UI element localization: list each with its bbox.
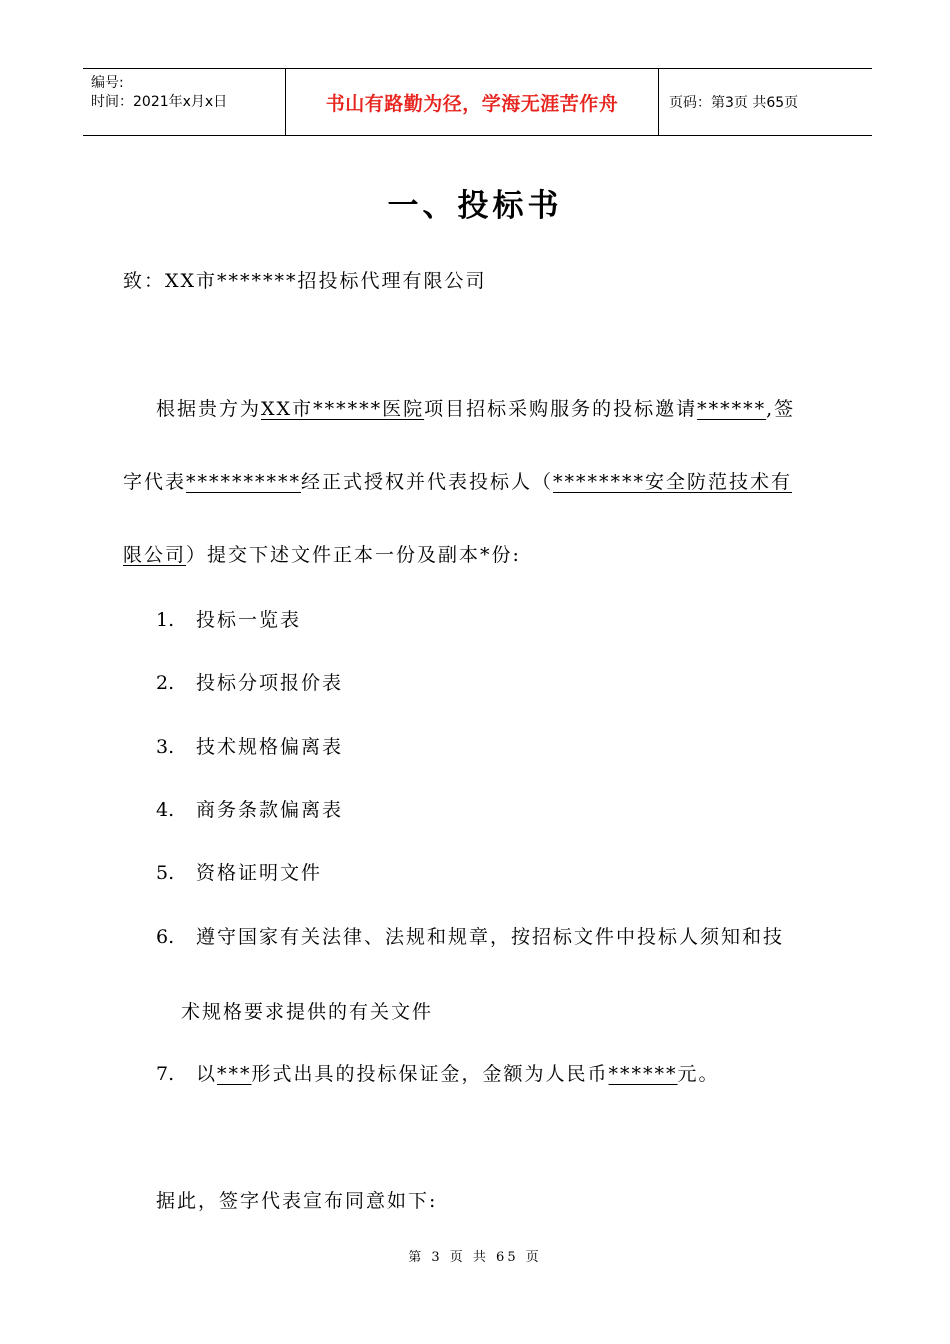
serial-number-label: 编号:	[91, 75, 124, 91]
header-page-info: 页码：第3页 共65页	[669, 95, 799, 111]
intro-line-3	[123, 540, 521, 567]
list-item: 3. 技术规格偏离表	[156, 736, 344, 758]
intro-text: 字代表	[123, 471, 187, 493]
page-title: 一、投标书	[387, 188, 563, 224]
bidder-name: ********安全防范技术有	[553, 471, 793, 493]
invitation-number: ******	[697, 398, 767, 420]
intro-text: 经正式授权并代表投标人（	[301, 471, 554, 493]
guarantee-amount: ******	[608, 1063, 678, 1085]
closing-line: 据此，签字代表宣布同意如下:	[156, 1190, 438, 1212]
intro-text: 根据贵方为	[156, 398, 262, 420]
hospital-name: XX市******医院	[261, 398, 425, 420]
header-motto: 书山有路勤为径，学海无涯苦作舟	[285, 69, 659, 135]
date-label: 时间：2021年x月x日	[91, 94, 228, 110]
intro-text: 项目招标采购服务的投标邀请	[424, 398, 698, 420]
list-item: 4. 商务条款偏离表	[156, 799, 344, 821]
list-item: 5. 资格证明文件	[156, 862, 323, 884]
bidder-name-cont: 限公司	[123, 544, 187, 566]
signatory-name: **********	[186, 471, 302, 493]
list-item: 6. 遵守国家有关法律、法规和规章，按招标文件中投标人须知和技	[156, 926, 785, 948]
list-item-continuation: 术规格要求提供的有关文件	[181, 1001, 434, 1023]
list-item: 2. 投标分项报价表	[156, 672, 344, 694]
intro-text: ,签	[766, 398, 796, 420]
list-item: 1. 投标一览表	[156, 609, 302, 631]
document-header	[83, 68, 872, 136]
recipient-line: 致：XX市*******招投标代理有限公司	[123, 270, 487, 292]
intro-line-2	[123, 467, 792, 494]
intro-text: ）提交下述文件正本一份及副本*份:	[186, 544, 521, 566]
intro-line-1	[156, 394, 795, 421]
list-item: 7. 以***形式出具的投标保证金，金额为人民币******元。	[156, 1063, 720, 1085]
page-footer: 第 3 页 共 65 页	[408, 1250, 542, 1265]
guarantee-form: ***	[217, 1063, 252, 1085]
header-meta-cell	[83, 69, 285, 135]
